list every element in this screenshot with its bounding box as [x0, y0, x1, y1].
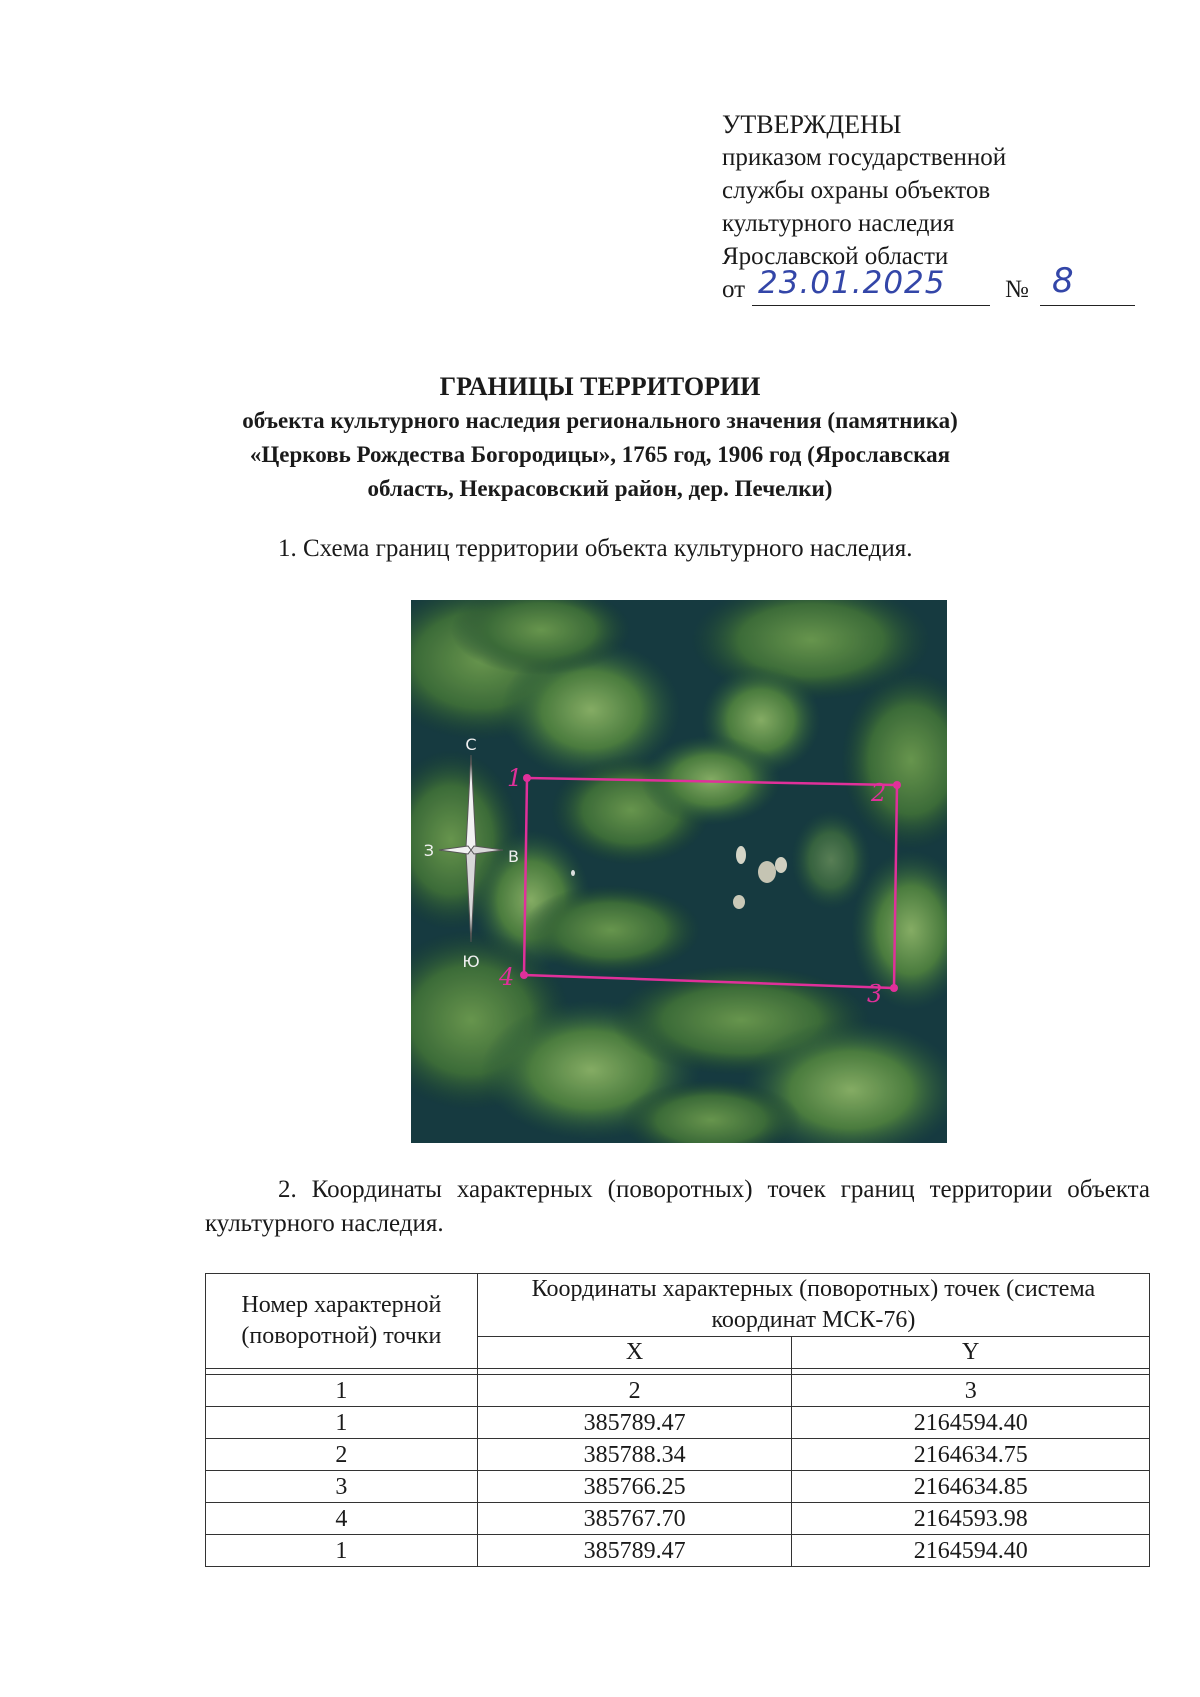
- approval-line: Ярославской области: [722, 243, 949, 270]
- cell-y: 2164594.40: [792, 1407, 1150, 1439]
- approval-block: [722, 108, 1074, 306]
- compass-south: Ю: [462, 952, 480, 971]
- section-1-heading: 1. Схема границ территории объекта культурного наследия.: [278, 535, 913, 562]
- header-coordinates: Координаты характерных (поворотных) точек (система координат МСК-76): [477, 1274, 1149, 1337]
- cell-x: 385789.47: [477, 1535, 792, 1567]
- table-row: [206, 1439, 1150, 1471]
- number-prefix: №: [1005, 276, 1029, 303]
- table-row: [206, 1503, 1150, 1535]
- point-label-4: 4: [499, 963, 515, 991]
- cell-point: 1: [206, 1407, 478, 1439]
- cell-y: 2164593.98: [792, 1503, 1150, 1535]
- approval-line: культурного наследия: [722, 210, 955, 237]
- point-label-2: 2: [871, 779, 887, 807]
- title-line: «Церковь Рождества Богородицы», 1765 год, 1906 год (Ярославская: [249, 442, 951, 467]
- table-row: [206, 1471, 1150, 1503]
- column-number: 1: [206, 1375, 478, 1407]
- cell-point: 2: [206, 1439, 478, 1471]
- handwritten-number: 8: [1052, 261, 1074, 301]
- handwritten-date: 23.01.2025: [758, 265, 946, 301]
- document-title: [0, 370, 1200, 506]
- cell-point: 4: [206, 1503, 478, 1535]
- date-field: [752, 265, 990, 306]
- table-numbering-row: [206, 1375, 1150, 1407]
- cell-x: 385789.47: [477, 1407, 792, 1439]
- cell-x: 385767.70: [477, 1503, 792, 1535]
- point-label-3: 3: [867, 980, 883, 1008]
- column-number: 3: [792, 1375, 1150, 1407]
- cell-point: 1: [206, 1535, 478, 1567]
- approval-heading: УТВЕРЖДЕНЫ: [722, 110, 902, 139]
- cell-x: 385766.25: [477, 1471, 792, 1503]
- approval-line: службы охраны объектов: [722, 177, 991, 204]
- table-header-row: [206, 1274, 1150, 1337]
- header-y: Y: [792, 1337, 1150, 1369]
- column-number: 2: [477, 1375, 792, 1407]
- approval-line: приказом государственной: [722, 144, 1007, 171]
- title-line: область, Некрасовский район, дер. Печелки): [367, 476, 833, 501]
- boundary-point-2: [893, 781, 901, 789]
- header-point-number: Номер характерной (поворотной) точки: [206, 1274, 478, 1369]
- compass-east: В: [508, 847, 519, 866]
- cell-point: 3: [206, 1471, 478, 1503]
- number-field: [1040, 261, 1135, 306]
- boundary-point-1: [523, 774, 531, 782]
- title-line: объекта культурного наследия регионального значения (памятника): [242, 408, 958, 433]
- order-date-line: [722, 261, 1074, 306]
- section-2-heading: 2. Координаты характерных (поворотных) точек границ территории объекта культурного наследия.: [205, 1176, 1150, 1237]
- coordinates-table: [205, 1273, 1150, 1567]
- date-prefix: от: [722, 276, 746, 303]
- cell-y: 2164634.85: [792, 1471, 1150, 1503]
- table-row: [206, 1407, 1150, 1439]
- cell-y: 2164594.40: [792, 1535, 1150, 1567]
- title-main: ГРАНИЦЫ ТЕРРИТОРИИ: [439, 372, 761, 401]
- cell-x: 385788.34: [477, 1439, 792, 1471]
- header-x: X: [477, 1337, 792, 1369]
- compass-west: З: [423, 841, 434, 860]
- satellite-map: [411, 600, 947, 1143]
- boundary-point-3: [890, 984, 898, 992]
- point-label-1: 1: [507, 764, 523, 792]
- compass-north: С: [465, 735, 477, 754]
- cell-y: 2164634.75: [792, 1439, 1150, 1471]
- table-row: [206, 1535, 1150, 1567]
- boundary-point-4: [520, 971, 528, 979]
